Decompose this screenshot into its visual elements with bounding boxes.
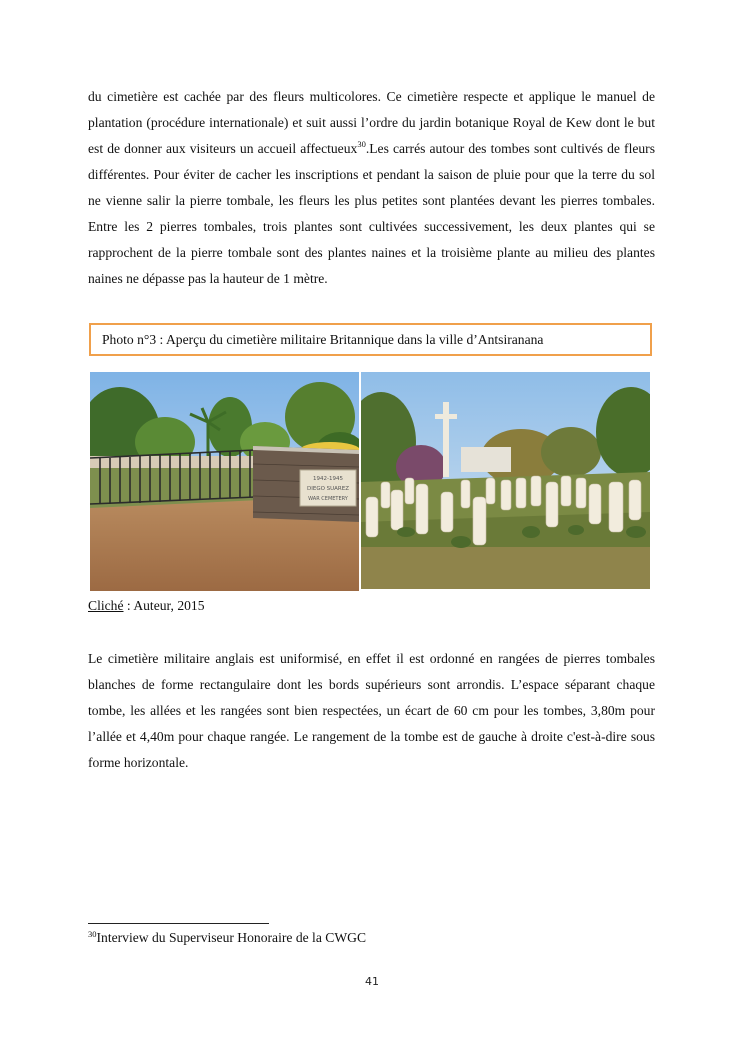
plaque-line-1: 1942-1945	[313, 476, 343, 482]
footnote-number: 30	[88, 929, 97, 939]
photo-caption-box	[89, 323, 652, 356]
body-paragraph-1	[88, 84, 655, 292]
photo-credit	[88, 598, 205, 614]
gate-photo-image	[90, 372, 359, 591]
credit-text: : Auteur, 2015	[123, 598, 205, 613]
photo-caption: Photo n°3 : Aperçu du cimetière militaire Britannique dans la ville d’Antsiranana	[102, 332, 544, 347]
footnote	[88, 930, 366, 946]
plaque-line-3: WAR CEMETERY	[308, 496, 348, 502]
body-paragraph-2: Le cimetière militaire anglais est uniformisé, en effet il est ordonné en rangées de pierres tombales blanches de forme rectangulaire dont les bords supérieurs sont arrondis. L’espace séparant chaque tombe, les allées et les rangées sont bien respectées, un écart de 60 cm pour les tombes, 3,80m pour l’allée et 4,40m pour chaque rangée. Le rangement de la tombe est de gauche à droite c'est-à-dire sous forme horizontale.	[88, 651, 655, 770]
paragraph-1-part-b: .Les carrés autour des tombes sont cultivés de fleurs différentes. Pour éviter de cacher les inscriptions et pendant la saison de pluie pour que la terre du sol ne vienne salir la pierre tombale, les fleurs les plus petites sont plantées devant les pierres tombales. Entre les 2 pierres tombales, trois plantes sont cultivées successivement, les deux plantes qui se rapprochent de la pierre tombale sont des plantes naines et la troisième plante au milieu des plantes naines ne dépasse pas la hauteur de 1 mètre.	[88, 141, 656, 286]
graves-photo-image	[361, 372, 650, 589]
plaque-line-2: DIEGO SUAREZ	[306, 486, 350, 492]
footnote-reference[interactable]: 30	[357, 139, 366, 149]
paragraph-1-part-a: du cimetière est cachée par des fleurs multicolores. Ce cimetière respecte et applique le manuel de plantation (procédure internationale) et suit aussi l’ordre du jardin botanique Royal de Kew dont le but est de donner aux visiteurs un accueil affectueux	[88, 89, 655, 156]
cemetery-graves-photo	[361, 372, 650, 589]
footnote-separator	[88, 923, 269, 924]
page-number: 41	[365, 975, 379, 988]
credit-label: Cliché	[88, 598, 124, 613]
footnote-text: Interview du Superviseur Honoraire de la CWGC	[96, 930, 367, 945]
cemetery-gate-photo	[90, 372, 359, 591]
